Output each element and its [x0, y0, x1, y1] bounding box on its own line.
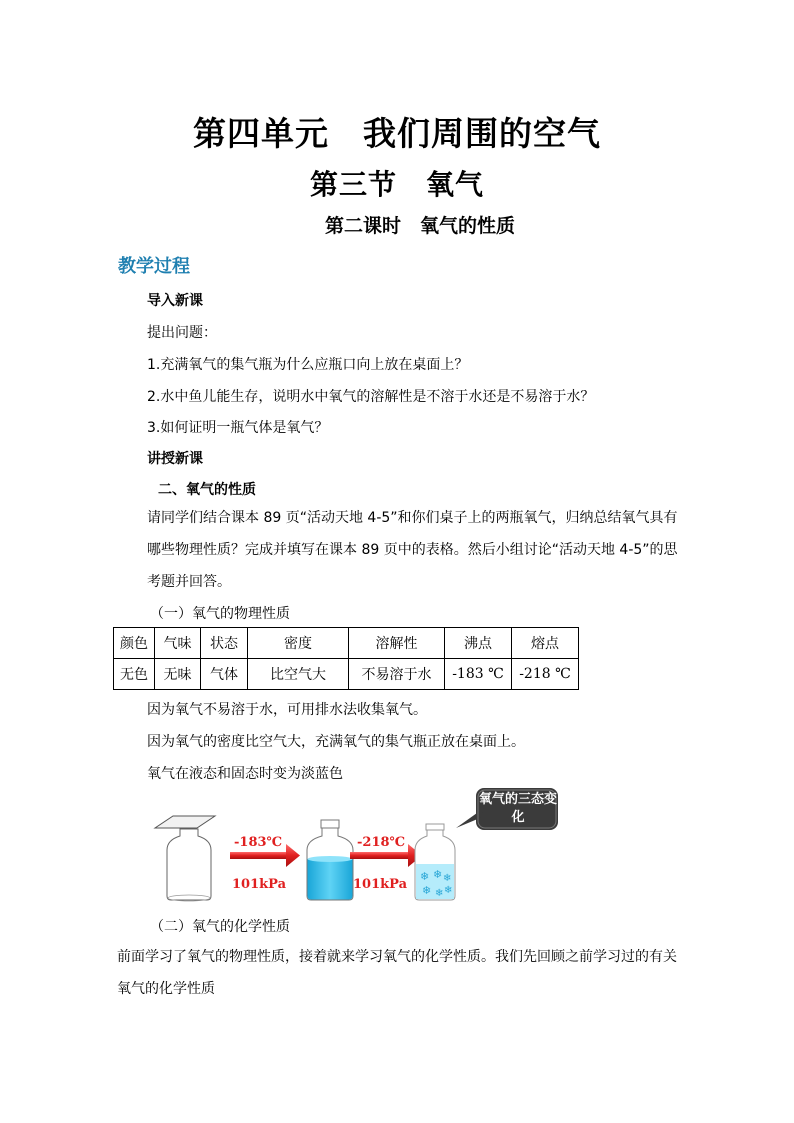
- table-cell: 状态: [201, 628, 248, 659]
- properties-subheading: 二、氧气的性质: [158, 482, 256, 498]
- svg-text:❄: ❄: [443, 873, 452, 884]
- table-header-row: [114, 628, 579, 659]
- arrow-cooling-2: [350, 835, 422, 892]
- question-1: 1.充满氧气的集气瓶为什么应瓶口向上放在桌面上？: [147, 357, 469, 373]
- arrow1-temperature: -183℃: [234, 835, 283, 850]
- svg-text:❄: ❄: [433, 868, 443, 881]
- arrow1-pressure: 101kPa: [232, 877, 286, 892]
- lecture-heading: 讲授新课: [147, 451, 203, 467]
- teaching-process-heading: 教学过程: [118, 256, 190, 277]
- svg-text:❄: ❄: [435, 888, 444, 899]
- question-2: 2.水中鱼儿能生存，说明水中氧气的溶解性是不溶于水还是不易溶于水？: [147, 389, 595, 405]
- lesson-title: 第二课时 氧气的性质: [324, 215, 515, 237]
- table-cell: 溶解性: [349, 628, 445, 659]
- gas-bottle: [155, 816, 215, 901]
- svg-text:❄: ❄: [422, 884, 432, 897]
- note-water-collection: 因为氧气不易溶于水，可用排水法收集氧气。: [147, 702, 427, 718]
- table-cell: 颜色: [114, 628, 155, 659]
- intro-heading: 导入新课: [147, 293, 203, 309]
- table-row: [114, 659, 579, 690]
- liquid-bottle: [307, 820, 353, 900]
- table-cell: 密度: [248, 628, 349, 659]
- physical-heading: （一）氧气的物理性质: [150, 606, 290, 622]
- table-cell: 无味: [155, 659, 201, 690]
- unit-title: 第四单元 我们周围的空气: [193, 114, 601, 153]
- table-cell: 沸点: [445, 628, 512, 659]
- note-density: 因为氧气的密度比空气大，充满氧气的集气瓶正放在桌面上。: [147, 734, 525, 750]
- chemical-heading: （二）氧气的化学性质: [150, 919, 290, 935]
- solid-bottle: [415, 824, 455, 900]
- table-cell: 气味: [155, 628, 201, 659]
- lecture-paragraph: 请同学们结合课本 89 页“活动天地 4-5”和你们桌子上的两瓶氧气，归纳总结氧气具有哪些物理性质？完成并填写在课本 89 页中的表格。然后小组讨论“活动天地 4-5”的思考题并回答。: [147, 510, 678, 590]
- bubble-text: 氧气的三态变化: [478, 792, 557, 825]
- table-cell: -218 ℃: [512, 659, 579, 690]
- table-cell: -183 ℃: [445, 659, 512, 690]
- section-title: 第三节 氧气: [309, 168, 484, 201]
- note-color: 氧气在液态和固态时变为淡蓝色: [147, 766, 343, 782]
- arrow2-pressure: 101kPa: [353, 877, 407, 892]
- table-cell: 不易溶于水: [349, 659, 445, 690]
- table-cell: 熔点: [512, 628, 579, 659]
- question-3: 3.如何证明一瓶气体是氧气？: [147, 420, 329, 436]
- svg-text:❄: ❄: [444, 885, 453, 896]
- arrow2-temperature: -218℃: [357, 835, 406, 850]
- svg-text:❄: ❄: [420, 870, 430, 883]
- arrow-cooling-1: [230, 835, 300, 892]
- table-cell: 比空气大: [248, 659, 349, 690]
- table-cell: 无色: [114, 659, 155, 690]
- intro-prompt: 提出问题：: [147, 325, 217, 341]
- table-cell: 气体: [201, 659, 248, 690]
- chemical-paragraph: 前面学习了氧气的物理性质，接着就来学习氧气的化学性质。我们先回顾之前学习过的有关氧气的化学性质: [117, 949, 677, 997]
- physical-properties-table: [113, 627, 579, 690]
